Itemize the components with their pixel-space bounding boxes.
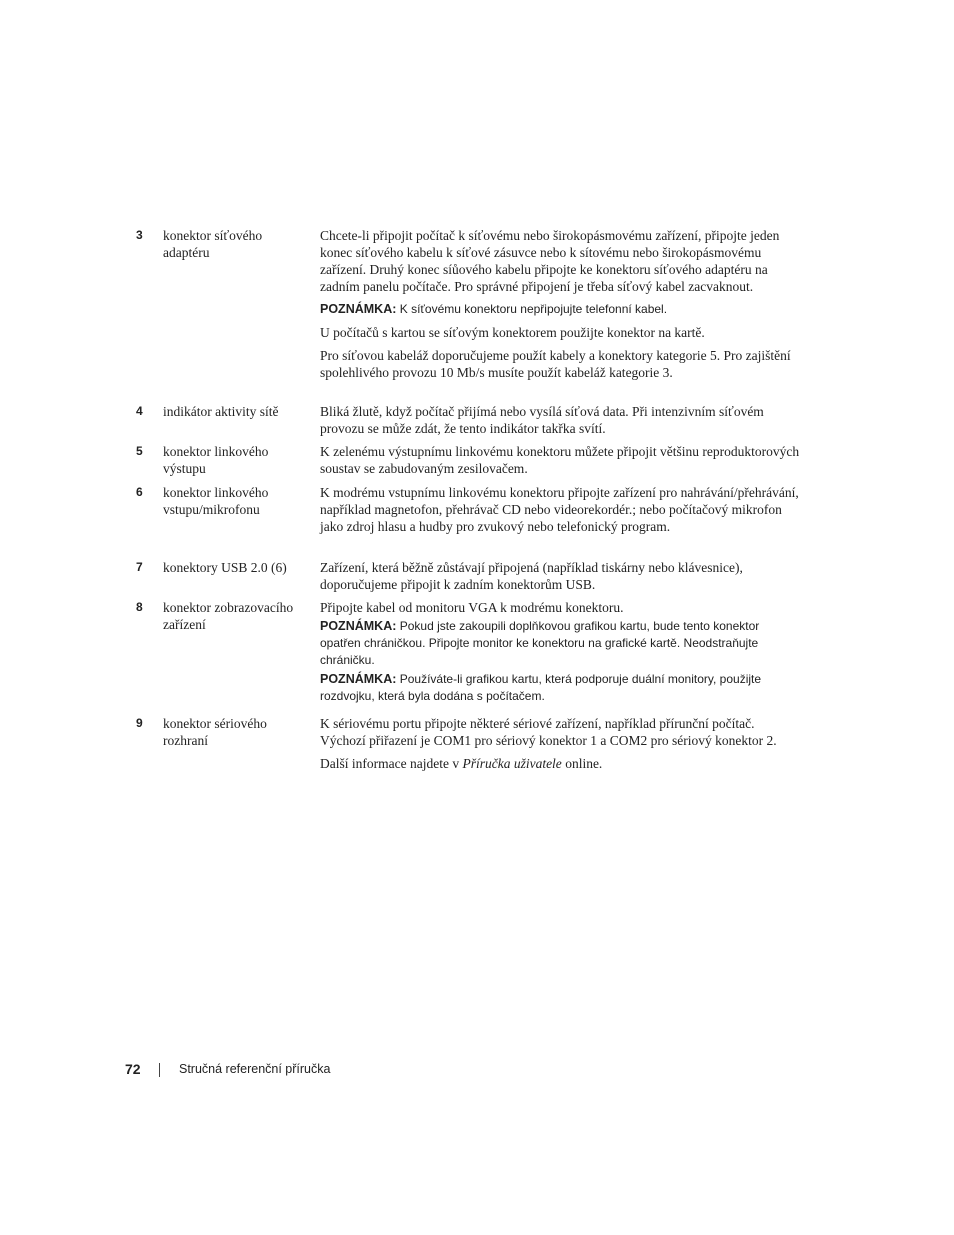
note-text: Pokud jste zakoupili doplňkovou grafikou kartu, bude tento konektor opatřen chráničkou. Připojte monitor ke konektoru na grafické kartě. Neodstraňujte chráničku. (320, 619, 760, 667)
item-description (320, 599, 800, 711)
note-label: POZNÁMKA: (320, 619, 397, 633)
description-paragraph: K modrému vstupnímu linkovému konektoru připojte zařízení pro nahrávání/přehrávání, například magnetofon, přehrávač CD nebo videorekordér.; nebo počítačový mikrofon jako zdroj hlasu a hudby pro zvukový nebo telefonický program. (320, 485, 799, 534)
item-label: indikátor aktivity sítě (163, 404, 279, 419)
note-text: Používáte-li grafikou kartu, která podporuje duální monitory, použijte rozdvojku, která byla dodána s počítačem. (320, 672, 762, 703)
description-paragraph: Chcete-li připojit počítač k síťovému nebo širokopásmovému zařízení, připojte jeden konec síťového kabelu k síťové zásuvce nebo k sítovému nebo širokopásmovému zařízení. Druhý konec síůového kabelu připojte ke konektoru síťového adaptéru na zadním panelu počítače. Pro správné připojení je třeba síťový kabel zacvaknout. (320, 228, 780, 294)
item-description (320, 559, 800, 599)
item-description (320, 484, 800, 541)
item-number: 5 (136, 444, 143, 458)
item-number: 3 (136, 228, 143, 242)
item-description (320, 715, 800, 778)
note-label: POZNÁMKA: (320, 672, 397, 686)
description-paragraph (320, 755, 800, 772)
footer-divider (159, 1063, 160, 1077)
item-label: konektor zobrazovacího zařízení (163, 600, 294, 632)
description-paragraph: K sériovému portu připojte některé sériové zařízení, například přírunční počítač. Výchozí přiřazení je COM1 pro sériový konektor 1 a COM2 pro sériový konektor 2. (320, 716, 777, 748)
description-paragraph: Připojte kabel od monitoru VGA k modrému konektoru. (320, 600, 624, 615)
text-fragment: online. (561, 756, 603, 771)
note (320, 301, 800, 318)
manual-title: Příručka uživatele (462, 756, 562, 771)
item-description (320, 227, 800, 387)
item-label: konektor síťového adaptéru (163, 228, 263, 260)
note-text: K síťovému konektoru nepřipojujte telefonní kabel. (396, 302, 668, 316)
item-description (320, 443, 800, 483)
description-paragraph: Zařízení, která běžně zůstávají připojená (například tiskárny nebo klávesnice), doporučujeme připojit k zadním konektorům USB. (320, 560, 743, 592)
description-paragraph: U počítačů s kartou se síťovým konektorem použijte konektor na kartě. (320, 325, 705, 340)
item-label: konektory USB 2.0 (6) (163, 560, 287, 575)
note (320, 618, 800, 669)
note (320, 671, 800, 705)
item-number: 4 (136, 404, 143, 418)
text-fragment: Další informace najdete v (320, 756, 463, 771)
item-description (320, 403, 800, 443)
item-label: konektor linkového výstupu (163, 444, 269, 476)
page-number: 72 (125, 1061, 141, 1077)
footer-title: Stručná referenční příručka (179, 1062, 331, 1076)
item-number: 8 (136, 600, 143, 614)
item-number: 7 (136, 560, 143, 574)
item-number: 6 (136, 485, 143, 499)
item-label: konektor sériového rozhraní (163, 716, 267, 748)
description-paragraph: Bliká žlutě, když počítač přijímá nebo vysílá síťová data. Při intenzivním síťovém provozu se může zdát, že tento indikátor takřka svítí. (320, 404, 764, 436)
note-label: POZNÁMKA: (320, 302, 397, 316)
description-paragraph: Pro síťovou kabeláž doporučujeme použít kabely a konektory kategorie 5. Pro zajištění spolehlivého provozu 10 Mb/s musíte použít kabeláž kategorie 3. (320, 348, 791, 380)
description-paragraph: K zelenému výstupnímu linkovému konektoru můžete připojit většinu reproduktorových soustav se zabudovaným zesilovačem. (320, 444, 800, 476)
item-number: 9 (136, 716, 143, 730)
item-label: konektor linkového vstupu/mikrofonu (163, 485, 269, 517)
